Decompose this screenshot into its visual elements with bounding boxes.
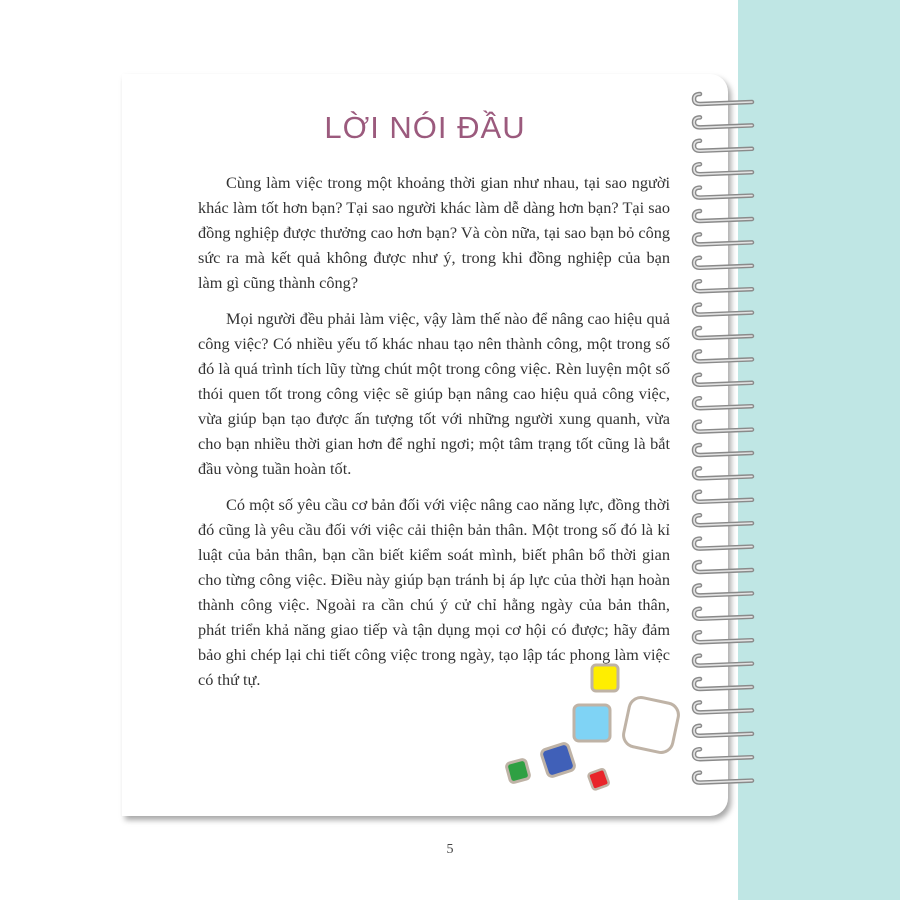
yellow-square [592,665,618,691]
green-square [506,759,530,783]
teal-side-stripe [738,0,900,900]
page-title: LỜI NÓI ĐẦU [324,110,526,145]
spiral-binding [690,86,760,806]
spiral-ring [694,702,752,712]
light-blue-square [574,705,610,741]
spiral-ring [694,258,752,268]
spiral-ring [694,398,752,408]
spiral-ring [694,492,752,502]
spiral-ring [694,141,752,151]
spiral-ring [694,749,752,759]
spiral-ring [694,562,752,572]
spiral-ring [694,164,752,174]
page-number: 5 [446,842,454,857]
spiral-ring [694,188,752,198]
spiral-ring [694,281,752,291]
paragraph-1: Cùng làm việc trong một khoảng thời gian như nhau, tại sao người khác làm tốt hơn bạn? Tại sao người khác làm dễ dàng hơn bạn? Tại sao đồng nghiệp được thưởng cao hơn bạn? Và còn nữa, tại sao bạn bỏ công sức ra mà kết quả không được như ý, trong khi đồng nghiệp của bạn làm gì cũng thành công? [198,173,670,292]
decorative-squares [500,660,690,800]
spiral-ring [694,679,752,689]
spiral-ring [694,375,752,385]
spiral-ring [694,609,752,619]
spiral-ring [694,211,752,221]
spiral-ring [694,234,752,244]
red-square [588,768,610,790]
spiral-ring [694,422,752,432]
spiral-ring [694,468,752,478]
spiral-ring [694,726,752,736]
spiral-ring [694,445,752,455]
spiral-ring [694,328,752,338]
outline-square [621,695,680,754]
spiral-ring [694,585,752,595]
spiral-ring [694,773,752,783]
spiral-ring [694,539,752,549]
spiral-ring [694,351,752,361]
spiral-ring [694,94,752,104]
spiral-ring [694,117,752,127]
spiral-ring [694,632,752,642]
paragraph-2: Mọi người đều phải làm việc, vậy làm thế nào để nâng cao hiệu quả công việc? Có nhiều yếu tố khác nhau tạo nên thành công, một trong số đó là quá trình tích lũy từng chút một trong công việc. Rèn luyện một số thói quen tốt trong công việc sẽ giúp bạn nâng cao hiệu quả công việc, vừa giúp bạn tạo được ấn tượng tốt với những người xung quanh, vừa cho bạn nhiều thời gian hơn để nghỉ ngơi; một tâm trạng tốt cũng là bắt đầu vòng tuần hoàn tốt. [198,309,670,478]
blue-square [540,742,575,777]
paragraph-3: Có một số yêu cầu cơ bản đối với việc nâng cao năng lực, đồng thời đó cũng là yêu cầu đối với việc cải thiện bản thân. Một trong số đó là kỉ luật của bản thân, bạn cần biết kiểm soát mình, biết phân bổ thời gian cho từng công việc. Điều này giúp bạn tránh bị áp lực của thời hạn hoàn thành công việc. Ngoài ra cần chú ý cử chỉ hằng ngày của bản thân, phát triển khả năng giao tiếp và tận dụng mọi cơ hội có được; hãy đảm bảo ghi chép lại chi tiết công việc trong ngày, tạo lập tác phong làm việc có thứ tự. [198,495,670,689]
preface-body [198,170,670,703]
spiral-ring [694,656,752,666]
spiral-ring [694,515,752,525]
spiral-ring [694,305,752,315]
